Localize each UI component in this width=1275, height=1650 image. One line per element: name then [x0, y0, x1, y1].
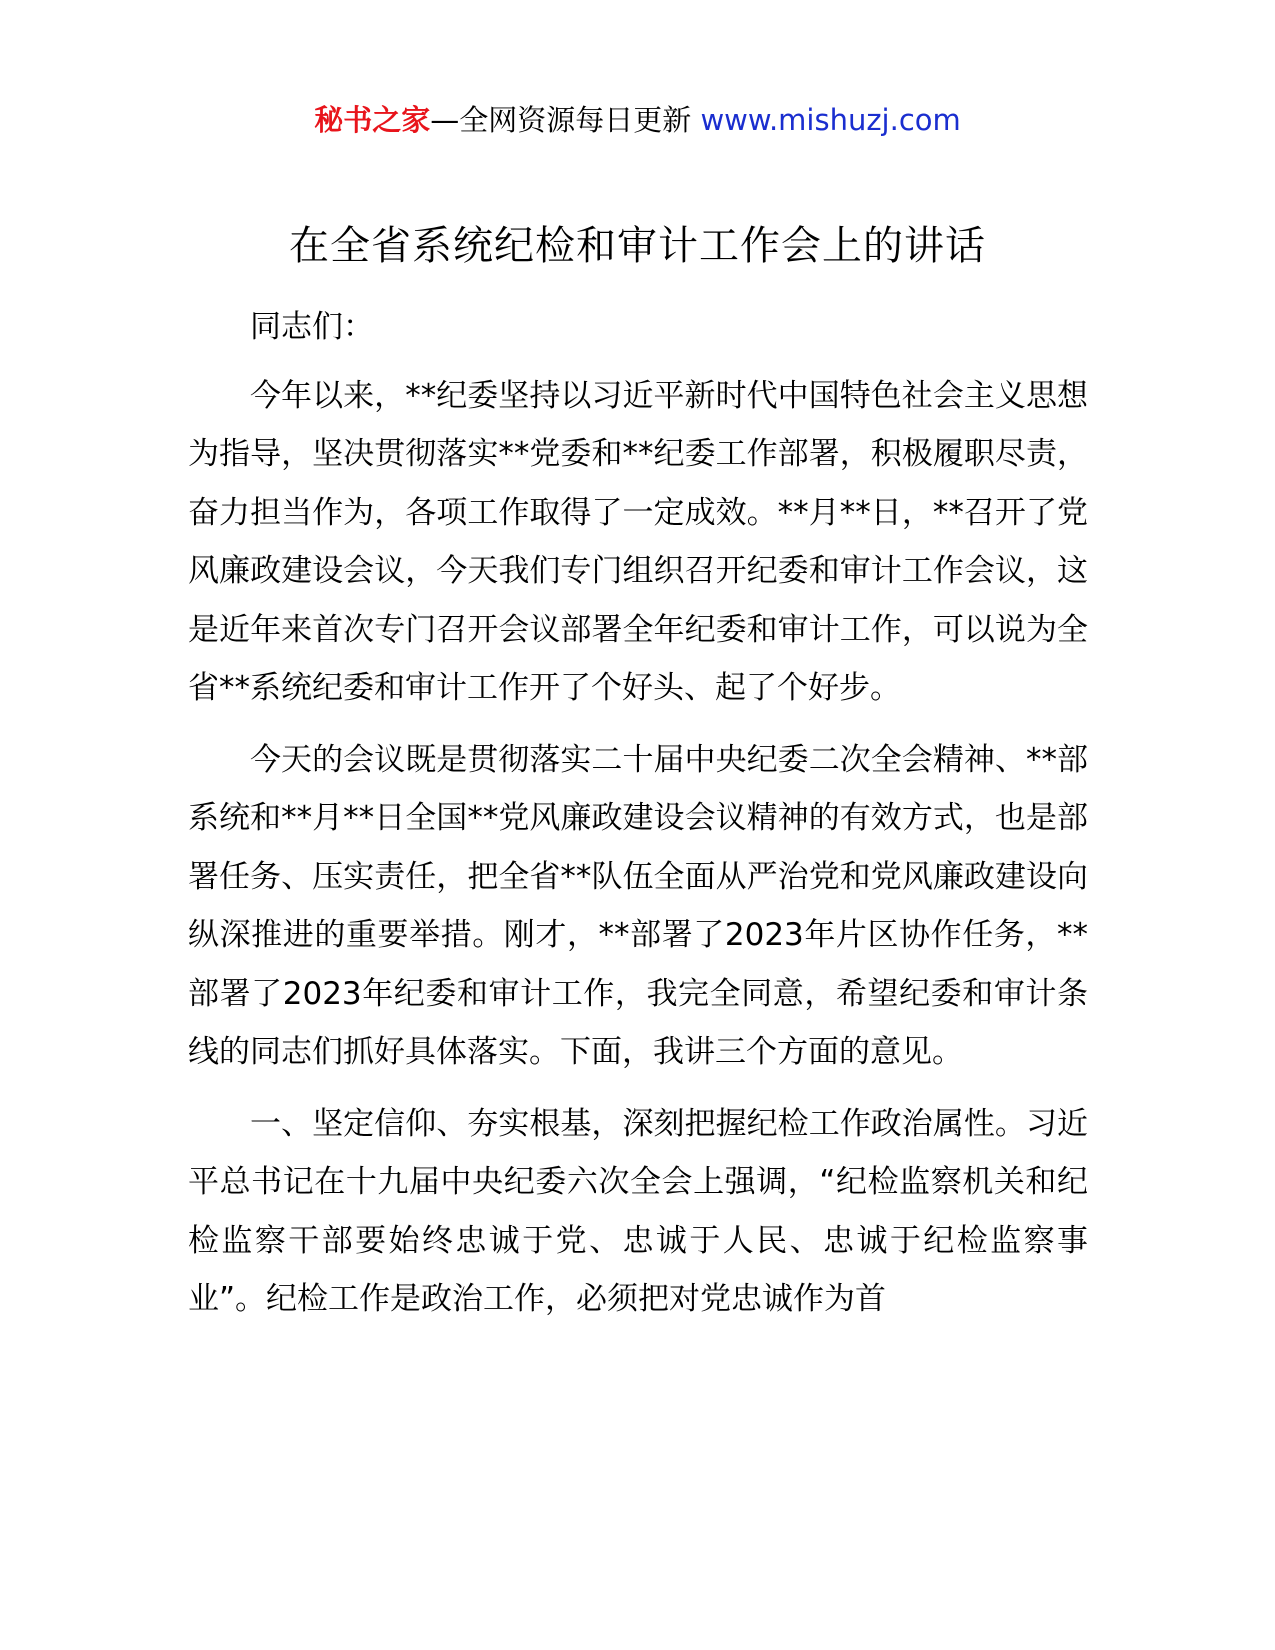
site-url-link[interactable]: www.mishuzj.com	[700, 103, 961, 137]
body-paragraph-2: 今天的会议既是贯彻落实二十届中央纪委二次全会精神、**部系统和**月**日全国**党风廉政建设会议精神的有效方式，也是部署任务、压实责任，把全省**队伍全面从严治党和党风廉政建设向纵深推进的重要举措。刚才，**部署了2023年片区协作任务，**部署了2023年纪委和审计工作，我完全同意，希望纪委和审计条线的同志们抓好具体落实。下面，我讲三个方面的意见。	[188, 741, 1088, 1070]
salutation: 同志们：	[250, 309, 374, 345]
document-title: 在全省系统纪检和审计工作会上的讲话	[289, 223, 986, 269]
body-paragraph-1: 今年以来，**纪委坚持以习近平新时代中国特色社会主义思想为指导，坚决贯彻落实**党委和**纪委工作部署，积极履职尽责，奋力担当作为，各项工作取得了一定成效。**月**日，**召开了党风廉政建设会议，今天我们专门组织召开纪委和审计工作会议，这是近年来首次专门召开会议部署全年纪委和审计工作，可以说为全省**系统纪委和审计工作开了个好头、起了个好步。	[188, 377, 1088, 706]
document-body	[188, 298, 1088, 1342]
header-tagline: —全网资源每日更新	[430, 103, 701, 137]
brand-name: 秘书之家	[314, 103, 431, 137]
body-paragraph-3: 一、坚定信仰、夯实根基，深刻把握纪检工作政治属性。习近平总书记在十九届中央纪委六次全会上强调，“纪检监察机关和纪检监察干部要始终忠诚于党、忠诚于人民、忠诚于纪检监察事业”。纪检工作是政治工作，必须把对党忠诚作为首	[188, 1105, 1088, 1317]
site-header	[0, 100, 1275, 140]
